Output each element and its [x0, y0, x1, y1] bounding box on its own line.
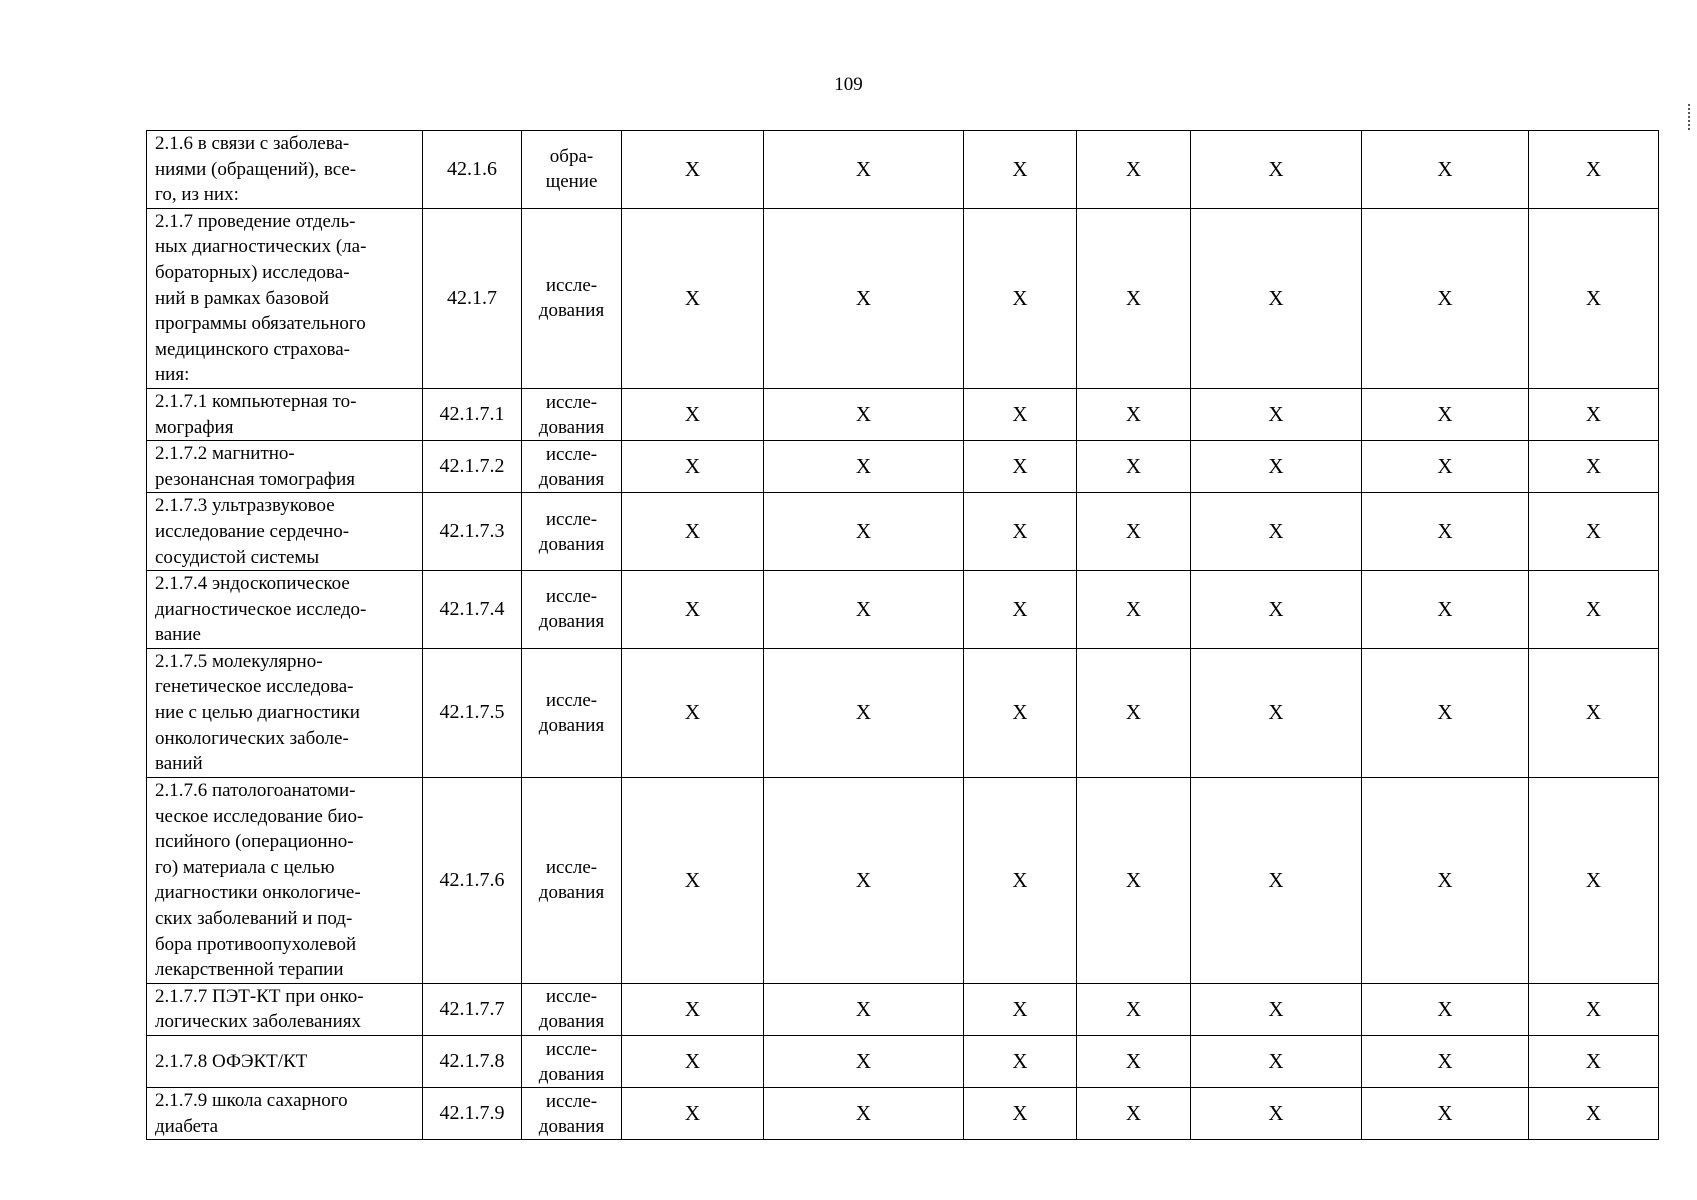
data-table	[146, 130, 1659, 1140]
table-row	[147, 208, 1659, 388]
row-value-cell: X	[1362, 648, 1529, 777]
row-value-cell: X	[1529, 441, 1659, 493]
row-value-cell: X	[1077, 388, 1191, 440]
row-unit-cell: иссле- дования	[522, 1036, 622, 1088]
row-value-cell: X	[1191, 131, 1362, 209]
row-value-cell: X	[964, 493, 1077, 571]
row-value-cell: X	[764, 131, 964, 209]
table-row	[147, 571, 1659, 649]
row-name-cell: 2.1.6 в связи с заболева- ниями (обращений), все- го, из них:	[147, 131, 423, 209]
row-value-cell: X	[1191, 1088, 1362, 1140]
row-value-cell: X	[764, 208, 964, 388]
row-value-cell: X	[1191, 983, 1362, 1035]
row-value-cell: X	[1362, 571, 1529, 649]
row-value-cell: X	[1529, 777, 1659, 983]
row-name-cell: 2.1.7.5 молекулярно- генетическое исследова- ние с целью диагностики онкологических заболе- ваний	[147, 648, 423, 777]
row-value-cell: X	[1077, 648, 1191, 777]
row-value-cell: X	[1362, 131, 1529, 209]
row-value-cell: X	[1077, 493, 1191, 571]
row-value-cell: X	[964, 1036, 1077, 1088]
row-value-cell: X	[1529, 1036, 1659, 1088]
row-value-cell: X	[1362, 1088, 1529, 1140]
row-value-cell: X	[1529, 648, 1659, 777]
table-row	[147, 493, 1659, 571]
row-code-cell: 42.1.6	[423, 131, 522, 209]
row-value-cell: X	[1529, 983, 1659, 1035]
row-value-cell: X	[1077, 131, 1191, 209]
row-code-cell: 42.1.7.8	[423, 1036, 522, 1088]
row-value-cell: X	[1191, 777, 1362, 983]
row-value-cell: X	[1191, 208, 1362, 388]
row-value-cell: X	[964, 208, 1077, 388]
row-value-cell: X	[964, 1088, 1077, 1140]
row-value-cell: X	[1529, 388, 1659, 440]
row-value-cell: X	[964, 388, 1077, 440]
row-name-cell: 2.1.7.4 эндоскопическое диагностическое исследо- вание	[147, 571, 423, 649]
row-value-cell: X	[764, 648, 964, 777]
row-value-cell: X	[964, 777, 1077, 983]
table-row	[147, 983, 1659, 1035]
row-value-cell: X	[764, 777, 964, 983]
table-body	[147, 131, 1659, 1140]
row-value-cell: X	[1362, 1036, 1529, 1088]
row-unit-cell: иссле- дования	[522, 441, 622, 493]
page-number: 109	[834, 74, 863, 95]
table-row	[147, 648, 1659, 777]
row-value-cell: X	[1529, 1088, 1659, 1140]
row-value-cell: X	[964, 571, 1077, 649]
row-name-cell: 2.1.7.7 ПЭТ-КТ при онко- логических заболеваниях	[147, 983, 423, 1035]
row-code-cell: 42.1.7.4	[423, 571, 522, 649]
row-value-cell: X	[1077, 441, 1191, 493]
row-value-cell: X	[964, 441, 1077, 493]
row-value-cell: X	[1362, 983, 1529, 1035]
row-unit-cell: иссле- дования	[522, 648, 622, 777]
row-value-cell: X	[1362, 208, 1529, 388]
row-name-cell: 2.1.7 проведение отдель- ных диагностических (ла- бораторных) исследова- ний в рамках базовой программы обязательного медицинского страхова- ния:	[147, 208, 423, 388]
table-row	[147, 388, 1659, 440]
row-value-cell: X	[1362, 441, 1529, 493]
row-unit-cell: иссле- дования	[522, 388, 622, 440]
table-row	[147, 777, 1659, 983]
row-value-cell: X	[622, 571, 764, 649]
row-value-cell: X	[964, 648, 1077, 777]
row-value-cell: X	[622, 388, 764, 440]
row-value-cell: X	[622, 777, 764, 983]
row-value-cell: X	[1529, 493, 1659, 571]
row-value-cell: X	[622, 131, 764, 209]
row-unit-cell: обра- щение	[522, 131, 622, 209]
row-value-cell: X	[1077, 983, 1191, 1035]
row-code-cell: 42.1.7.1	[423, 388, 522, 440]
row-value-cell: X	[1529, 208, 1659, 388]
row-value-cell: X	[622, 1036, 764, 1088]
row-value-cell: X	[764, 571, 964, 649]
row-value-cell: X	[1529, 131, 1659, 209]
row-code-cell: 42.1.7.3	[423, 493, 522, 571]
table-row	[147, 441, 1659, 493]
row-value-cell: X	[1362, 493, 1529, 571]
row-value-cell: X	[622, 648, 764, 777]
row-value-cell: X	[764, 493, 964, 571]
row-value-cell: X	[764, 441, 964, 493]
row-value-cell: X	[764, 983, 964, 1035]
row-value-cell: X	[1191, 571, 1362, 649]
row-name-cell: 2.1.7.2 магнитно- резонансная томография	[147, 441, 423, 493]
row-unit-cell: иссле- дования	[522, 208, 622, 388]
row-value-cell: X	[764, 1036, 964, 1088]
row-value-cell: X	[1191, 441, 1362, 493]
row-name-cell: 2.1.7.1 компьютерная то- мография	[147, 388, 423, 440]
row-unit-cell: иссле- дования	[522, 493, 622, 571]
row-code-cell: 42.1.7.5	[423, 648, 522, 777]
row-unit-cell: иссле- дования	[522, 777, 622, 983]
row-value-cell: X	[1191, 648, 1362, 777]
row-value-cell: X	[622, 983, 764, 1035]
table-row	[147, 1036, 1659, 1088]
row-value-cell: X	[622, 493, 764, 571]
row-name-cell: 2.1.7.9 школа сахарного диабета	[147, 1088, 423, 1140]
row-code-cell: 42.1.7.2	[423, 441, 522, 493]
row-value-cell: X	[622, 208, 764, 388]
row-value-cell: X	[1362, 388, 1529, 440]
row-value-cell: X	[1191, 493, 1362, 571]
row-code-cell: 42.1.7.9	[423, 1088, 522, 1140]
row-value-cell: X	[964, 983, 1077, 1035]
row-value-cell: X	[1077, 571, 1191, 649]
row-unit-cell: иссле- дования	[522, 983, 622, 1035]
row-value-cell: X	[1077, 1036, 1191, 1088]
row-name-cell: 2.1.7.8 ОФЭКТ/КТ	[147, 1036, 423, 1088]
row-unit-cell: иссле- дования	[522, 1088, 622, 1140]
row-code-cell: 42.1.7	[423, 208, 522, 388]
row-code-cell: 42.1.7.7	[423, 983, 522, 1035]
row-value-cell: X	[1077, 777, 1191, 983]
scan-margin-mark	[1688, 104, 1692, 130]
row-code-cell: 42.1.7.6	[423, 777, 522, 983]
row-name-cell: 2.1.7.3 ультразвуковое исследование сердечно- сосудистой системы	[147, 493, 423, 571]
row-value-cell: X	[964, 131, 1077, 209]
table-row	[147, 131, 1659, 209]
row-value-cell: X	[764, 1088, 964, 1140]
row-name-cell: 2.1.7.6 патологоанатоми- ческое исследование био- псийного (операционно- го) материала с целью диагностики онкологиче- ских заболеваний и под- бора противоопухолевой лекарственной терапии	[147, 777, 423, 983]
row-value-cell: X	[1191, 1036, 1362, 1088]
row-value-cell: X	[1529, 571, 1659, 649]
row-value-cell: X	[764, 388, 964, 440]
row-value-cell: X	[1077, 208, 1191, 388]
row-value-cell: X	[1191, 388, 1362, 440]
row-value-cell: X	[622, 1088, 764, 1140]
row-value-cell: X	[1362, 777, 1529, 983]
table-row	[147, 1088, 1659, 1140]
row-value-cell: X	[1077, 1088, 1191, 1140]
row-unit-cell: иссле- дования	[522, 571, 622, 649]
row-value-cell: X	[622, 441, 764, 493]
